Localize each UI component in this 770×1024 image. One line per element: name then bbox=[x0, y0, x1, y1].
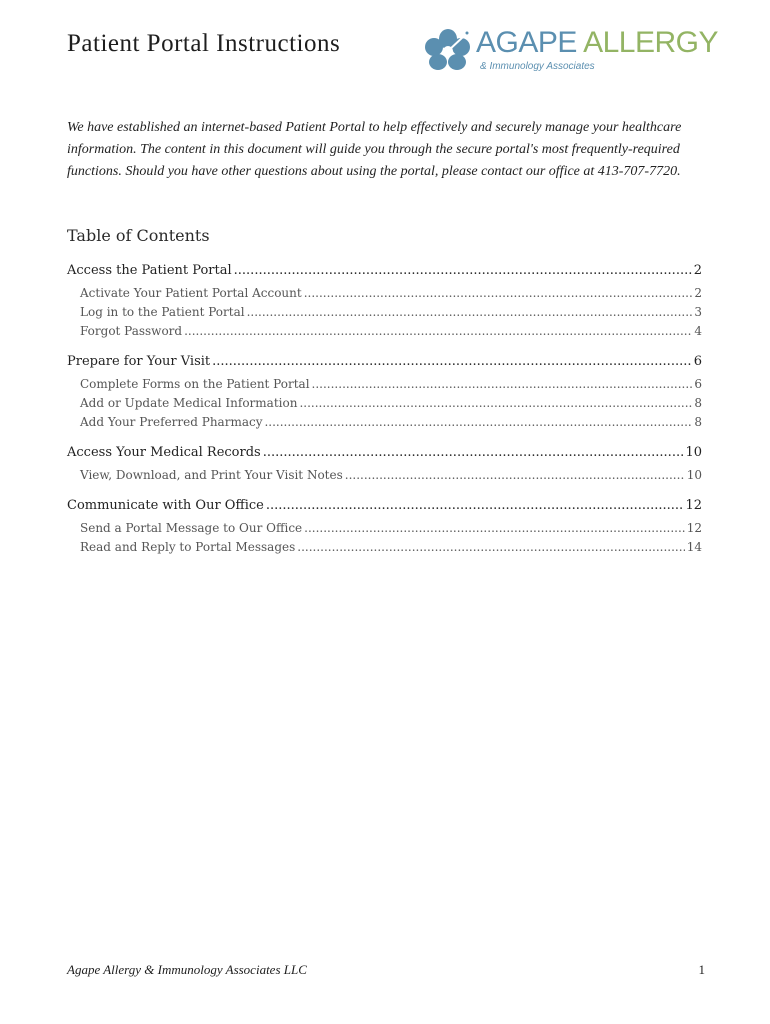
toc-page-number: 10 bbox=[685, 445, 702, 460]
toc-entry-title: Communicate with Our Office bbox=[67, 498, 264, 513]
toc-entry-title: Log in to the Patient Portal bbox=[80, 305, 245, 319]
toc-entry-title: Forgot Password bbox=[80, 324, 183, 338]
toc-dot-leader bbox=[304, 284, 693, 303]
toc-item-activate-account[interactable] bbox=[67, 284, 702, 303]
toc-entry-title: View, Download, and Print Your Visit Notes bbox=[80, 468, 343, 482]
logo-wordmark bbox=[476, 26, 718, 60]
toc-entry-title: Add Your Preferred Pharmacy bbox=[80, 415, 263, 429]
company-logo bbox=[424, 26, 718, 76]
intro-paragraph: We have established an internet-based Patient Portal to help effectively and securely manage your healthcare information. The content in this document will guide you through the secure portal's most frequently-required functions. Should you have other questions about using the portal, please contact our office at 413-707-7720. bbox=[67, 120, 682, 179]
toc-page-number: 12 bbox=[685, 498, 702, 513]
toc-dot-leader bbox=[304, 519, 685, 538]
toc-item-complete-forms[interactable] bbox=[67, 375, 702, 394]
toc-section-prepare-visit[interactable] bbox=[67, 349, 702, 375]
toc-page-number: 8 bbox=[694, 396, 702, 410]
hibiscus-flower-icon bbox=[424, 28, 472, 72]
toc-dot-leader bbox=[234, 258, 692, 284]
toc-heading: Table of Contents bbox=[67, 226, 210, 245]
toc-page-number: 3 bbox=[694, 305, 702, 319]
toc-page-number: 4 bbox=[694, 324, 702, 338]
toc-item-read-reply[interactable] bbox=[67, 538, 702, 557]
toc-entry-title: Activate Your Patient Portal Account bbox=[80, 286, 302, 300]
footer-company-name: Agape Allergy & Immunology Associates LLC bbox=[67, 962, 307, 977]
toc-dot-leader bbox=[247, 303, 693, 322]
toc-section-communicate[interactable] bbox=[67, 493, 702, 519]
toc-dot-leader bbox=[299, 394, 692, 413]
toc-section-access-portal[interactable] bbox=[67, 258, 702, 284]
toc-entry-title: Access the Patient Portal bbox=[67, 263, 232, 278]
toc-dot-leader bbox=[263, 440, 684, 466]
toc-page-number: 2 bbox=[694, 286, 702, 300]
toc-entry-title: Complete Forms on the Patient Portal bbox=[80, 377, 310, 391]
toc-entry-title: Prepare for Your Visit bbox=[67, 354, 211, 369]
toc-dot-leader bbox=[266, 493, 684, 519]
toc-page-number: 14 bbox=[686, 540, 702, 554]
toc-page-number: 8 bbox=[694, 415, 702, 429]
toc-page-number: 6 bbox=[693, 354, 702, 369]
toc-item-pharmacy[interactable] bbox=[67, 413, 702, 432]
toc-item-log-in[interactable] bbox=[67, 303, 702, 322]
toc-dot-leader bbox=[184, 322, 692, 341]
logo-subtitle: & Immunology Associates bbox=[480, 61, 595, 72]
footer-page-number: 1 bbox=[698, 962, 705, 977]
toc-entry-title: Add or Update Medical Information bbox=[80, 396, 298, 410]
toc-page-number: 10 bbox=[686, 468, 702, 482]
toc-item-forgot-password[interactable] bbox=[67, 322, 702, 341]
toc-dot-leader bbox=[264, 413, 692, 432]
toc-item-medical-info[interactable] bbox=[67, 394, 702, 413]
toc-dot-leader bbox=[345, 466, 685, 485]
toc-section-medical-records[interactable] bbox=[67, 440, 702, 466]
toc-dot-leader bbox=[312, 375, 693, 394]
toc-item-send-message[interactable] bbox=[67, 519, 702, 538]
logo-word-allergy: ALLERGY bbox=[583, 26, 718, 59]
toc-dot-leader bbox=[212, 349, 692, 375]
table-of-contents bbox=[67, 258, 702, 557]
toc-page-number: 2 bbox=[693, 263, 702, 278]
toc-page-number: 6 bbox=[694, 377, 702, 391]
toc-entry-title: Send a Portal Message to Our Office bbox=[80, 521, 303, 535]
toc-dot-leader bbox=[297, 538, 684, 557]
toc-entry-title: Read and Reply to Portal Messages bbox=[80, 540, 296, 554]
toc-entry-title: Access Your Medical Records bbox=[67, 445, 261, 460]
page-title: Patient Portal Instructions bbox=[67, 30, 341, 57]
toc-item-visit-notes[interactable] bbox=[67, 466, 702, 485]
logo-word-agape: AGAPE bbox=[476, 26, 577, 59]
toc-page-number: 12 bbox=[686, 521, 702, 535]
